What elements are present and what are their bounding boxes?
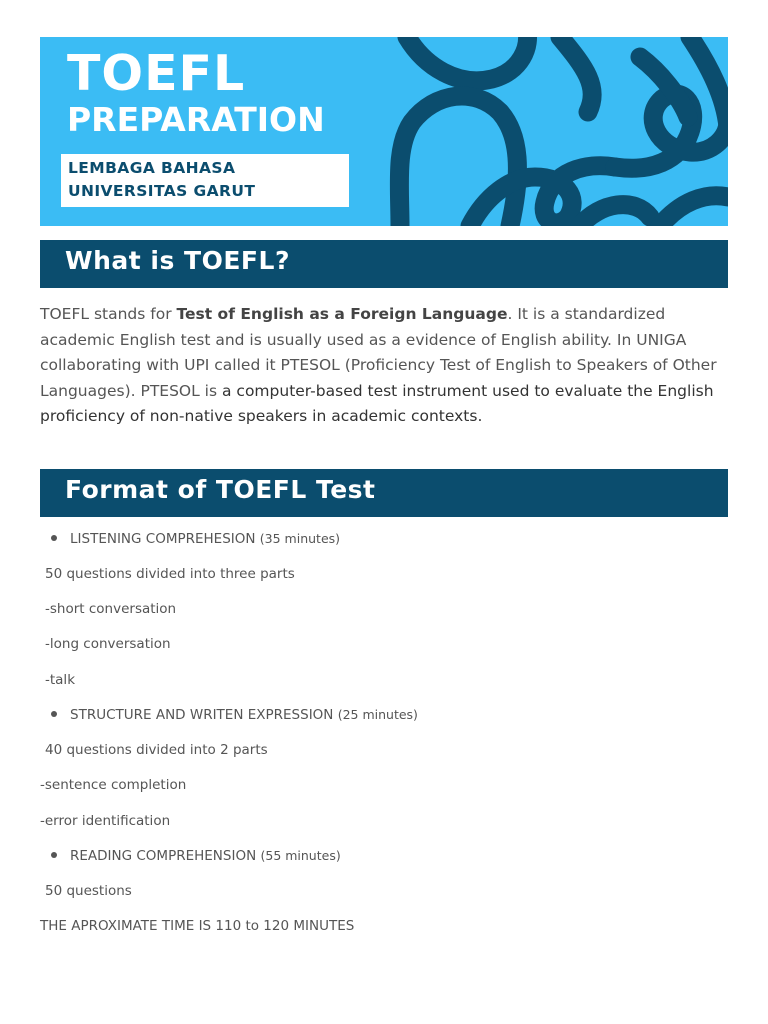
listening-time: (35 minutes) bbox=[259, 531, 341, 546]
hero-subtitle: PREPARATION bbox=[67, 100, 325, 139]
badge-line-1: LEMBAGA BAHASA bbox=[68, 159, 236, 177]
section-header-format bbox=[40, 469, 728, 517]
badge-line-2: UNIVERSITAS GARUT bbox=[68, 182, 256, 200]
total-time-note: THE APROXIMATE TIME IS 110 to 120 MINUTES bbox=[40, 918, 355, 934]
bullet-icon bbox=[51, 711, 57, 717]
structure-part-2: -error identification bbox=[40, 813, 171, 829]
intro-paragraph bbox=[40, 302, 740, 430]
section-header-what bbox=[40, 240, 728, 288]
reading-label: READING COMPREHENSION bbox=[70, 848, 257, 864]
listening-part-3: -talk bbox=[45, 672, 76, 688]
structure-description: 40 questions divided into 2 parts bbox=[45, 742, 268, 758]
bullet-icon bbox=[51, 535, 57, 541]
format-item-structure bbox=[51, 707, 418, 723]
format-item-reading bbox=[51, 848, 341, 864]
hero-banner bbox=[40, 37, 728, 226]
intro-text-1: TOEFL stands for bbox=[40, 305, 177, 323]
structure-time: (25 minutes) bbox=[337, 707, 418, 722]
listening-part-2: -long conversation bbox=[45, 636, 171, 652]
format-item-listening bbox=[51, 531, 340, 547]
section-title-what: What is TOEFL? bbox=[65, 246, 290, 275]
listening-label: LISTENING COMPREHESION bbox=[70, 531, 256, 547]
section-title-format: Format of TOEFL Test bbox=[65, 475, 376, 504]
reading-description: 50 questions bbox=[45, 883, 132, 899]
intro-text-2: . It is a standardized academic English test and is usually used as a evidence of English ability. In UNIGA collaborating with UPI called it PTESOL (Proficiency Test of English to Speakers of Other Languages). PTESOL is bbox=[40, 305, 717, 400]
reading-time: (55 minutes) bbox=[260, 848, 341, 863]
bullet-icon bbox=[51, 852, 57, 858]
listening-part-1: -short conversation bbox=[45, 601, 177, 617]
intro-bold-term: Test of English as a Foreign Language bbox=[176, 305, 508, 323]
intro-text-3: a computer-based test instrument used to evaluate the English proficiency of non-native speakers in academic contexts. bbox=[40, 381, 714, 425]
structure-part-1: -sentence completion bbox=[40, 777, 187, 793]
hero-title: TOEFL bbox=[67, 45, 246, 102]
listening-description: 50 questions divided into three parts bbox=[45, 566, 295, 582]
structure-label: STRUCTURE AND WRITEN EXPRESSION bbox=[70, 707, 334, 723]
institution-badge bbox=[61, 154, 349, 207]
